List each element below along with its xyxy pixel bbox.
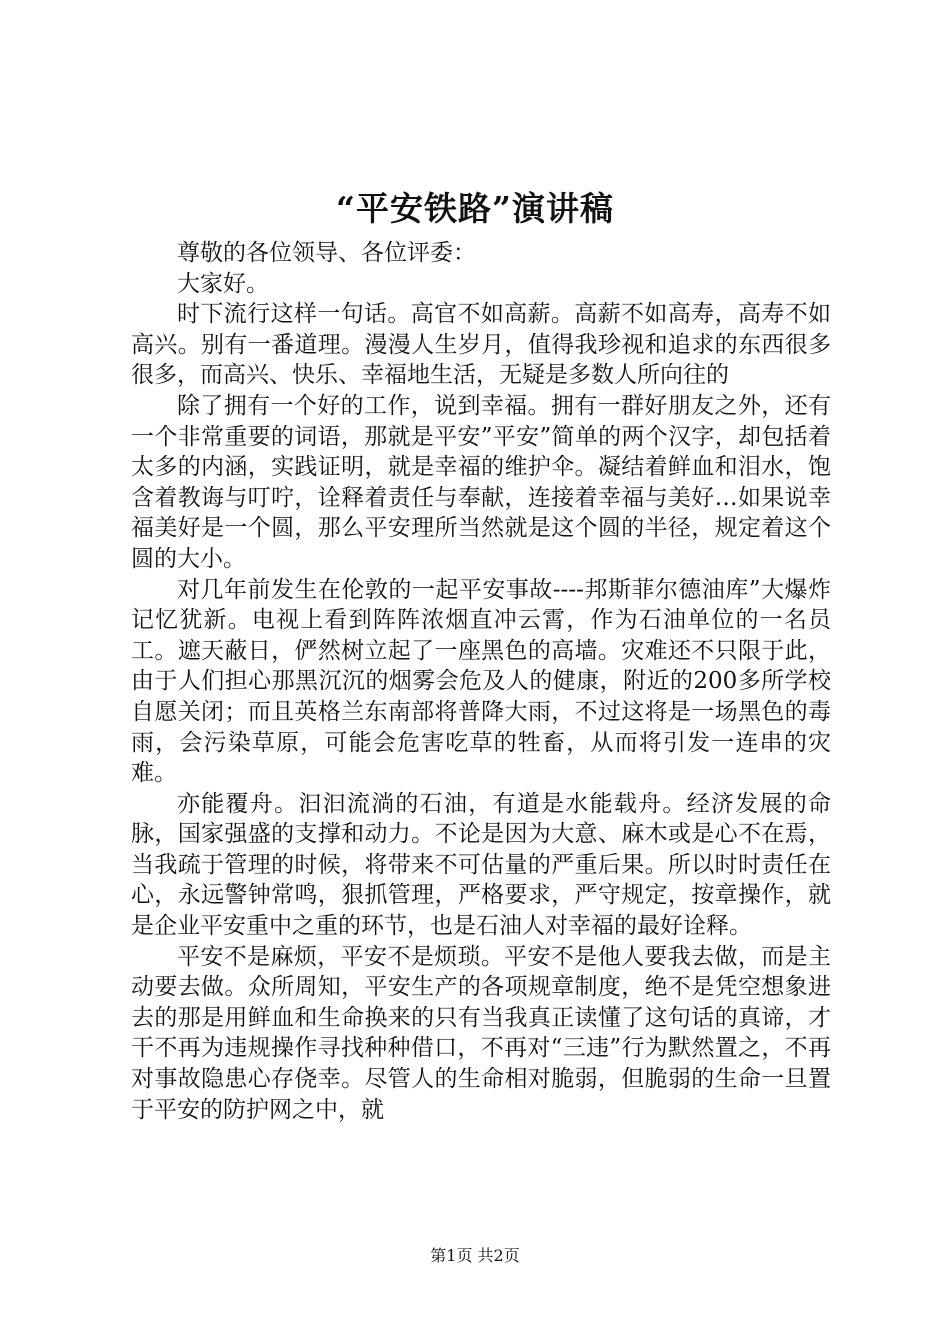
paragraph-1: 时下流行这样一句话。高官不如高薪。高薪不如高寿，高寿不如高兴。别有一番道理。漫漫人生岁月，值得我珍视和追求的东西很多很多，而高兴、快乐、幸福地生活，无疑是多数人所向往的	[131, 301, 831, 389]
paragraph-hello: 大家好。	[177, 270, 269, 297]
paragraph-2: 除了拥有一个好的工作，说到幸福。拥有一群好朋友之外，还有一个非常重要的词语，那就是平安”平安”简单的两个汉字，却包括着太多的内涵，实践证明，就是幸福的维护伞。凝结着鲜血和泪水，饱含着教诲与叮咛，诠释着责任与奉献，连接着幸福与美好…如果说幸福美好是一个圆，那么平安理所当然就是这个圆的半径，规定着这个圆的大小。	[131, 392, 831, 572]
paragraph-5: 平安不是麻烦，平安不是烦琐。平安不是他人要我去做，而是主动要去做。众所周知，平安生产的各项规章制度，绝不是凭空想象进去的那是用鲜血和生命换来的只有当我真正读懂了这句话的真谛，才干不再为违规操作寻找种种借口，不再对“三违”行为默然置之，不再对事故隐患心存侥幸。尽管人的生命相对脆弱，但脆弱的生命一旦置于平安的防护网之中，就	[131, 943, 831, 1123]
paragraph-greeting: 尊敬的各位领导、各位评委：	[177, 240, 476, 266]
page-footer: 第1页 共2页	[430, 1246, 520, 1265]
paragraph-4: 亦能覆舟。汩汩流淌的石油，有道是水能载舟。经济发展的命脉，国家强盛的支撑和动力。不论是因为大意、麻木或是心不在焉，当我疏于管理的时候，将带来不可估量的严重后果。所以时时责任在心，永远警钟常鸣，狠抓管理，严格要求，严守规定，按章操作，就是企业平安重中之重的环节，也是石油人对幸福的最好诠释。	[131, 790, 831, 940]
paragraph-3: 对几年前发生在伦敦的一起平安事故----邦斯菲尔德油库”大爆炸记忆犹新。电视上看到阵阵浓烟直冲云霄，作为石油单位的一名员工。遮天蔽日，俨然树立起了一座黑色的高墙。灾难还不只限于此，由于人们担心那黑沉沉的烟雾会危及人的健康，附近的200多所学校自愿关闭；而且英格兰东南部将普降大雨，不过这将是一场黑色的毒雨，会污染草原，可能会危害吃草的牲畜，从而将引发一连串的灾难。	[131, 576, 831, 787]
page-title: “平安铁路”演讲稿	[336, 189, 614, 228]
document-body	[131, 238, 831, 1125]
